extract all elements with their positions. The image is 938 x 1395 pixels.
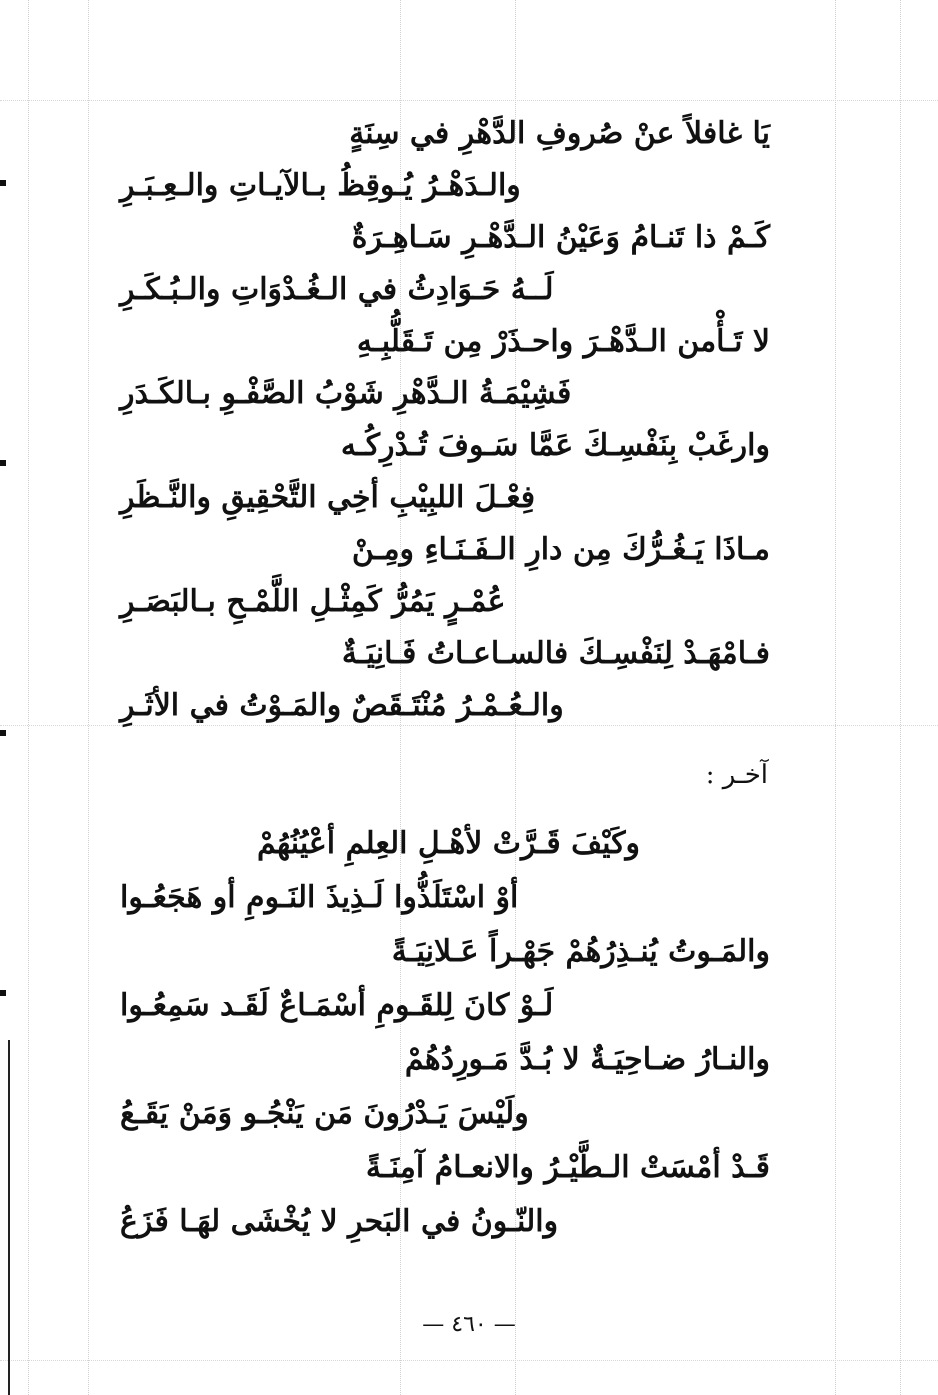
verse-3-first: لا تَـأْمن الـدَّهْـرَ واحـذَرْ مِن تَـقَلُّبِـهِ xyxy=(356,324,770,359)
verse-5-second: عُمْـرٍ يَمُرُّ كَمِثْـلِ اللَّمْـحِ بـالبَصَـرِ xyxy=(120,584,506,619)
scan-mark xyxy=(0,180,6,186)
verse-9-first: والنـارُ ضـاحِيَـةٌ لا بُـدَّ مَـورِدُهُمْ xyxy=(404,1042,770,1077)
verse-6-first: فـامْهَـدْ لِنَفْسِـكَ فالسـاعـاتُ فَـانِيَـةٌ xyxy=(341,636,770,671)
section-label: آخـر : xyxy=(705,760,768,790)
verse-9-second: ولَيْسَ يَـدْرُونَ مَن يَنْجُـو وَمَنْ يَقَـعُ xyxy=(120,1096,529,1131)
verse-3-second: فَشِيْمَـةُ الـدَّهْرِ شَوْبُ الصَّفْـوِ بـالكَـدَرِ xyxy=(120,376,572,411)
verse-7-second: أوْ اسْتَلَذُّوا لَـذِيذَ النَـومِ أو هَجَعُـوا xyxy=(120,880,519,915)
verse-1-second: والـدَهْـرُ يُـوقِظُ بـالآيـاتِ والـعِـبَـرِ xyxy=(120,168,521,203)
poem-1 xyxy=(120,110,770,730)
verse-10-first: قَـدْ أمْسَتْ الـطَّيْـرُ والانعـامُ آمِنَـةً xyxy=(365,1150,770,1185)
verse-4-second: فِعْـلَ اللبِيْبِ أخِي التَّحْقِيقِ والنَّـظَرِ xyxy=(120,480,536,515)
scan-mark xyxy=(0,990,6,996)
page-number: — ٤٦٠ — xyxy=(422,1312,516,1337)
scan-guide-line xyxy=(900,0,901,1395)
verse-2-first: كَـمْ ذا تَنـامُ وَعَيْنُ الـدَّهْـرِ سَـاهِـرَةٌ xyxy=(351,220,770,255)
page-edge-line xyxy=(8,1040,10,1395)
scan-guide-line xyxy=(28,0,29,1395)
verse-8-second: لَـوْ كانَ لِلقَـومِ أسْمَـاعٌ لَقَـد سَمِعُـوا xyxy=(120,988,554,1023)
verse-8-first: والمَـوتُ يُنـذِرُهُمْ جَهْـراً عَـلانِيَـةً xyxy=(391,934,770,969)
poem-2 xyxy=(120,820,770,1250)
verse-2-second: لَــهُ حَـوَادِثُ في الـغُـدْوَاتِ والـبُـكَـرِ xyxy=(120,272,554,307)
scan-guide-line xyxy=(835,0,836,1395)
verse-5-first: مـاذَا يَـغُـرُّكَ مِن دارِ الـفَـنَـاءِ ومِـنْ xyxy=(351,532,770,567)
verse-4-first: وارغَبْ بِنَفْسِـكَ عَمَّا سَـوفَ تُـدْرِكُـه xyxy=(340,428,770,463)
scan-guide-line xyxy=(88,0,89,1395)
scan-guide-line xyxy=(0,100,938,101)
verse-7-first: وكَيْفَ قَـرَّتْ لأهْـلِ العِلمِ أعْيُنُهُمْ xyxy=(257,826,640,861)
scan-mark xyxy=(0,460,6,466)
verse-1-first: يَا غافلاً عنْ صُروفِ الدَّهْرِ في سِنَةٍ xyxy=(349,116,770,151)
scan-mark xyxy=(0,730,6,736)
verse-6-second: والـعُـمْـرُ مُنْتَـقَصٌ والمَـوْتُ في الأثَـرِ xyxy=(120,688,564,723)
scan-guide-line xyxy=(0,1360,938,1361)
verse-10-second: والنّـونُ في البَحرِ لا يُخْشَى لهَـا فَزَعُ xyxy=(120,1204,559,1239)
